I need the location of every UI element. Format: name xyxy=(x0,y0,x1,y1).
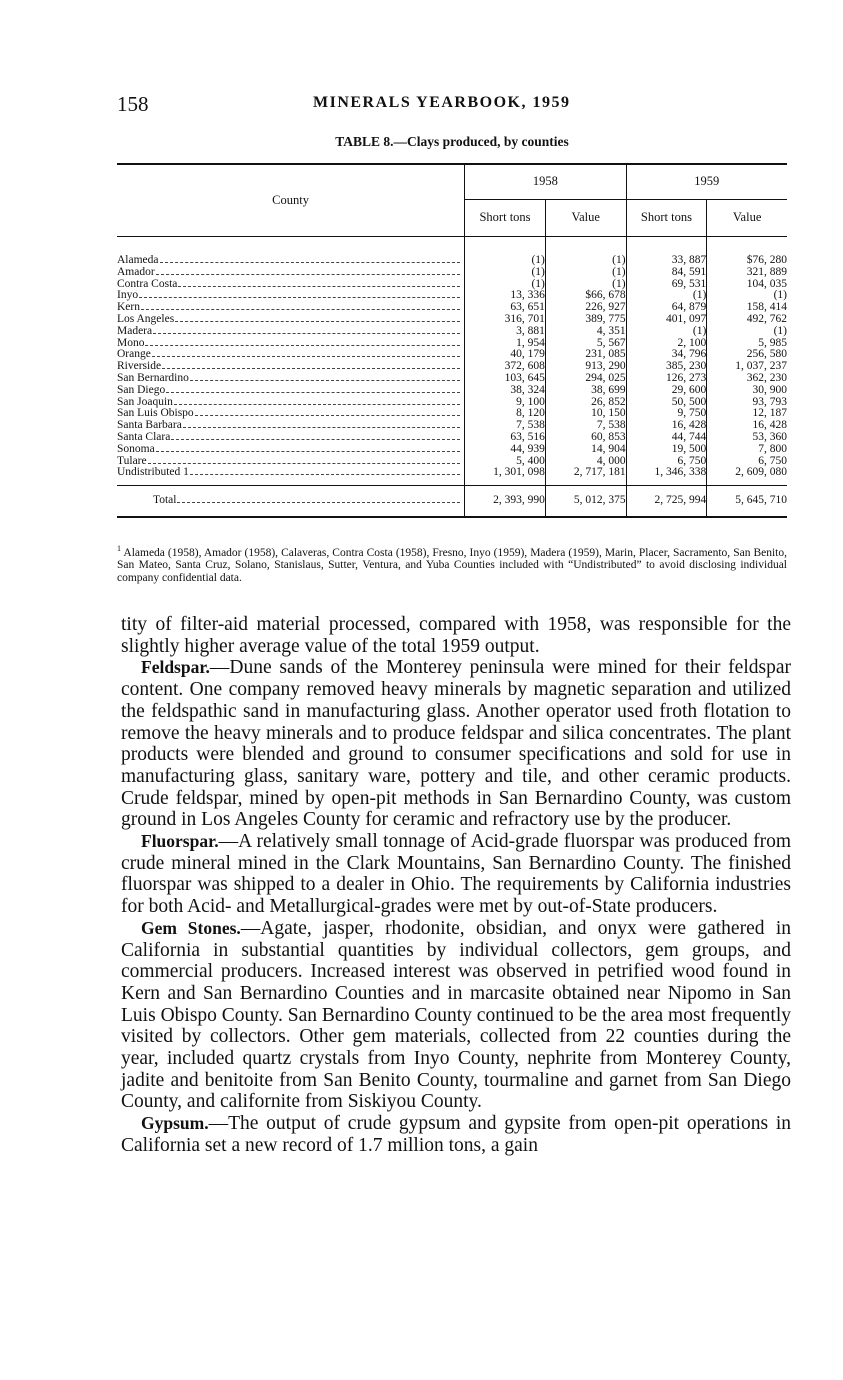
v58-cell: (1) xyxy=(545,237,626,267)
v58-cell: 60, 853 xyxy=(545,432,626,444)
leader-dots xyxy=(171,439,460,440)
county-cell: Orange xyxy=(117,349,465,361)
county-cell: Los Angeles xyxy=(117,314,465,326)
fluorspar-heading: Fluorspar. xyxy=(141,831,219,852)
v59-cell: 2, 609, 080 xyxy=(707,467,787,485)
table-footnote xyxy=(117,543,787,584)
table-row xyxy=(117,326,787,338)
table-row xyxy=(117,373,787,385)
leader-dots xyxy=(175,321,460,322)
v58-cell: 5, 567 xyxy=(545,338,626,350)
county-cell: Mono xyxy=(117,338,465,350)
footnote-text: Alameda (1958), Amador (1958), Calaveras, Contra Costa (1958), Fresno, Inyo (1959), Madera (1959), Marin, Placer, Sacramento, San Benito, San Mateo, Santa Cruz, Solano, Stanislaus, Sutter, Ventura, and Yuba Counties included with “Undistributed” to avoid disclosing individual company confidential data. xyxy=(117,546,787,584)
v59-cell: 93, 793 xyxy=(707,397,787,409)
county-cell: Tulare xyxy=(117,456,465,468)
v58-cell: 389, 775 xyxy=(545,314,626,326)
footnote-marker: 1 xyxy=(117,544,121,553)
paragraph-feldspar xyxy=(121,657,791,831)
st58-cell: (1) xyxy=(465,237,546,267)
st58-cell: 3, 881 xyxy=(465,326,546,338)
st59-cell: 29, 600 xyxy=(626,385,707,397)
v58-cell: 294, 025 xyxy=(545,373,626,385)
total-st59: 2, 725, 994 xyxy=(626,486,707,518)
st58-cell: 316, 701 xyxy=(465,314,546,326)
clays-table xyxy=(117,163,787,518)
feldspar-text: —Dune sands of the Monterey peninsula were mined for their feldspar content. One company removed heavy minerals by magnetic separation and utilized the feldspathic sand in manufacturing glass. Another operator used froth flotation to remove the heavy minerals and to produce feldspar and silica concentrates. The plant products were blended and ground to consumer specifications and sold for use in manufacturing glass, sanitary ware, pottery and tile, and other ceramic products. Crude feldspar, mined by open-pit methods in San Bernardino County, was custom ground in Los Angeles County for ceramic and refractory use by the producer. xyxy=(121,657,791,831)
st59-cell: 1, 346, 338 xyxy=(626,467,707,485)
leader-dots xyxy=(174,404,460,405)
st59-cell: 44, 744 xyxy=(626,432,707,444)
value-1959-header: Value xyxy=(707,200,787,237)
leader-dots xyxy=(139,297,460,298)
table-row xyxy=(117,467,787,485)
v59-cell: 158, 414 xyxy=(707,302,787,314)
st58-cell: 63, 516 xyxy=(465,432,546,444)
st59-cell: 401, 097 xyxy=(626,314,707,326)
st58-cell: 7, 538 xyxy=(465,420,546,432)
county-cell: Madera xyxy=(117,326,465,338)
value-1958-header: Value xyxy=(545,200,626,237)
leader-dots xyxy=(178,286,460,287)
county-cell: San Bernardino xyxy=(117,373,465,385)
gem-stones-text: —Agate, jasper, rhodonite, obsidian, and onyx were gathered in California in substantial quantities by individual collectors, gem groups, and commercial producers. Increased interest was observed in petrified wood found in Kern and San Bernardino Counties and in marcasite obtained near Nipomo in San Luis Obispo County. San Bernardino County continued to be the area most frequently visited by collectors. Other gem materials, collected from 22 counties during the year, included quartz crystals from Inyo County, nephrite from Monterey County, jadite and benitoite from San Benito County, tourmaline and garnet from San Diego County, and californite from Siskiyou County. xyxy=(121,917,791,1113)
leader-dots xyxy=(195,415,461,416)
county-cell: San Joaquin xyxy=(117,397,465,409)
county-cell: Amador xyxy=(117,267,465,279)
county-cell: Kern xyxy=(117,302,465,314)
st59-cell: 16, 428 xyxy=(626,420,707,432)
total-v58: 5, 012, 375 xyxy=(545,486,626,518)
v59-cell: 104, 035 xyxy=(707,279,787,291)
st59-cell: 64, 879 xyxy=(626,302,707,314)
v59-cell: (1) xyxy=(707,326,787,338)
st58-cell: 1, 954 xyxy=(465,338,546,350)
st58-cell: 38, 324 xyxy=(465,385,546,397)
paragraph-continuation: tity of filter-aid material processed, compared with 1958, was responsible for the slightly higher average value of the total 1959 output. xyxy=(121,614,791,657)
st58-cell: 5, 400 xyxy=(465,456,546,468)
st59-cell: 33, 887 xyxy=(626,237,707,267)
table-title: TABLE 8.—Clays produced, by counties xyxy=(335,134,569,149)
table-row xyxy=(117,444,787,456)
leader-dots xyxy=(190,474,460,475)
feldspar-heading: Feldspar. xyxy=(141,657,210,678)
leader-dots xyxy=(145,345,460,346)
v59-cell: $76, 280 xyxy=(707,237,787,267)
paragraph-gem-stones xyxy=(121,918,791,1113)
county-cell: Sonoma xyxy=(117,444,465,456)
short-tons-1959-header: Short tons xyxy=(626,200,707,237)
total-row xyxy=(117,486,787,518)
v59-cell: 16, 428 xyxy=(707,420,787,432)
paragraph-fluorspar xyxy=(121,831,791,918)
v59-cell: 362, 230 xyxy=(707,373,787,385)
county-cell: Alameda xyxy=(117,237,465,267)
v59-cell: 53, 360 xyxy=(707,432,787,444)
st58-cell: 40, 179 xyxy=(465,349,546,361)
total-v59: 5, 645, 710 xyxy=(707,486,787,518)
v59-cell: 5, 985 xyxy=(707,338,787,350)
table-row xyxy=(117,279,787,291)
gypsum-heading: Gypsum. xyxy=(141,1113,209,1134)
year-1959-header: 1959 xyxy=(626,164,787,200)
st58-cell: 1, 301, 098 xyxy=(465,467,546,485)
county-cell: Inyo xyxy=(117,290,465,302)
leader-dots xyxy=(190,380,460,381)
leader-dots xyxy=(160,262,461,263)
st59-cell: 69, 531 xyxy=(626,279,707,291)
leader-dots xyxy=(141,309,460,310)
st58-cell: 44, 939 xyxy=(465,444,546,456)
short-tons-1958-header: Short tons xyxy=(465,200,546,237)
v58-cell: 231, 085 xyxy=(545,349,626,361)
leader-dots xyxy=(148,463,461,464)
county-cell: Santa Barbara xyxy=(117,420,465,432)
st59-cell: 19, 500 xyxy=(626,444,707,456)
st58-cell: 63, 651 xyxy=(465,302,546,314)
st59-cell: 84, 591 xyxy=(626,267,707,279)
body-text xyxy=(121,614,791,1157)
v58-cell: 7, 538 xyxy=(545,420,626,432)
leader-dots xyxy=(177,502,460,503)
st58-cell: (1) xyxy=(465,267,546,279)
county-cell: Santa Clara xyxy=(117,432,465,444)
leader-dots xyxy=(153,333,460,334)
v59-cell: 321, 889 xyxy=(707,267,787,279)
table-row xyxy=(117,267,787,279)
st58-cell: 13, 336 xyxy=(465,290,546,302)
book-title: MINERALS YEARBOOK, 1959 xyxy=(313,94,571,111)
v58-cell: 38, 699 xyxy=(545,385,626,397)
year-1958-header: 1958 xyxy=(465,164,626,200)
v59-cell: 30, 900 xyxy=(707,385,787,397)
total-st58: 2, 393, 990 xyxy=(465,486,546,518)
v58-cell: 26, 852 xyxy=(545,397,626,409)
county-cell: Riverside xyxy=(117,361,465,373)
v59-cell: 256, 580 xyxy=(707,349,787,361)
v58-cell: 10, 150 xyxy=(545,408,626,420)
page-number: 158 xyxy=(117,92,149,116)
total-label: Total xyxy=(117,486,465,518)
gypsum-text: —The output of crude gypsum and gypsite from open-pit operations in California set a new record of 1.7 million tons, a gain xyxy=(121,1113,791,1156)
county-cell: San Diego xyxy=(117,385,465,397)
table-row xyxy=(117,314,787,326)
st59-cell: 6, 750 xyxy=(626,456,707,468)
st58-cell: 103, 645 xyxy=(465,373,546,385)
table-body xyxy=(117,237,787,486)
county-cell: Undistributed 1 xyxy=(117,467,465,485)
v59-cell: 1, 037, 237 xyxy=(707,361,787,373)
county-header: County xyxy=(117,164,465,237)
v58-cell: 913, 290 xyxy=(545,361,626,373)
leader-dots xyxy=(156,274,460,275)
leader-dots xyxy=(183,427,460,428)
v58-cell: $66, 678 xyxy=(545,290,626,302)
gem-stones-heading: Gem Stones. xyxy=(141,917,241,938)
table-row xyxy=(117,432,787,444)
st58-cell: 8, 120 xyxy=(465,408,546,420)
st59-cell: 50, 500 xyxy=(626,397,707,409)
v58-cell: (1) xyxy=(545,279,626,291)
v59-cell: 6, 750 xyxy=(707,456,787,468)
v59-cell: 12, 187 xyxy=(707,408,787,420)
county-cell: Contra Costa xyxy=(117,279,465,291)
v58-cell: 4, 000 xyxy=(545,456,626,468)
paragraph-gypsum xyxy=(121,1113,791,1156)
st59-cell: (1) xyxy=(626,326,707,338)
st59-cell: 9, 750 xyxy=(626,408,707,420)
v59-cell: 492, 762 xyxy=(707,314,787,326)
st59-cell: (1) xyxy=(626,290,707,302)
county-cell: San Luis Obispo xyxy=(117,408,465,420)
leader-dots xyxy=(162,368,460,369)
st59-cell: 126, 273 xyxy=(626,373,707,385)
v58-cell: 4, 351 xyxy=(545,326,626,338)
running-head xyxy=(117,92,787,116)
v59-cell: 7, 800 xyxy=(707,444,787,456)
leader-dots xyxy=(152,356,460,357)
leader-dots xyxy=(166,392,460,393)
leader-dots xyxy=(156,451,460,452)
st59-cell: 34, 796 xyxy=(626,349,707,361)
v58-cell: 2, 717, 181 xyxy=(545,467,626,485)
st59-cell: 2, 100 xyxy=(626,338,707,350)
v58-cell: 14, 904 xyxy=(545,444,626,456)
table-row xyxy=(117,237,787,267)
st58-cell: 9, 100 xyxy=(465,397,546,409)
table-row xyxy=(117,385,787,397)
st59-cell: 385, 230 xyxy=(626,361,707,373)
v58-cell: 226, 927 xyxy=(545,302,626,314)
st58-cell: (1) xyxy=(465,279,546,291)
v59-cell: (1) xyxy=(707,290,787,302)
v58-cell: (1) xyxy=(545,267,626,279)
st58-cell: 372, 608 xyxy=(465,361,546,373)
fluorspar-text: —A relatively small tonnage of Acid-grade fluorspar was produced from crude mineral mined in the Clark Mountains, San Bernardino County. The finished fluorspar was shipped to a dealer in Ohio. The requirements by California industries for both Acid- and Metallurgical-grades were met by out-of-State producers. xyxy=(121,831,791,918)
